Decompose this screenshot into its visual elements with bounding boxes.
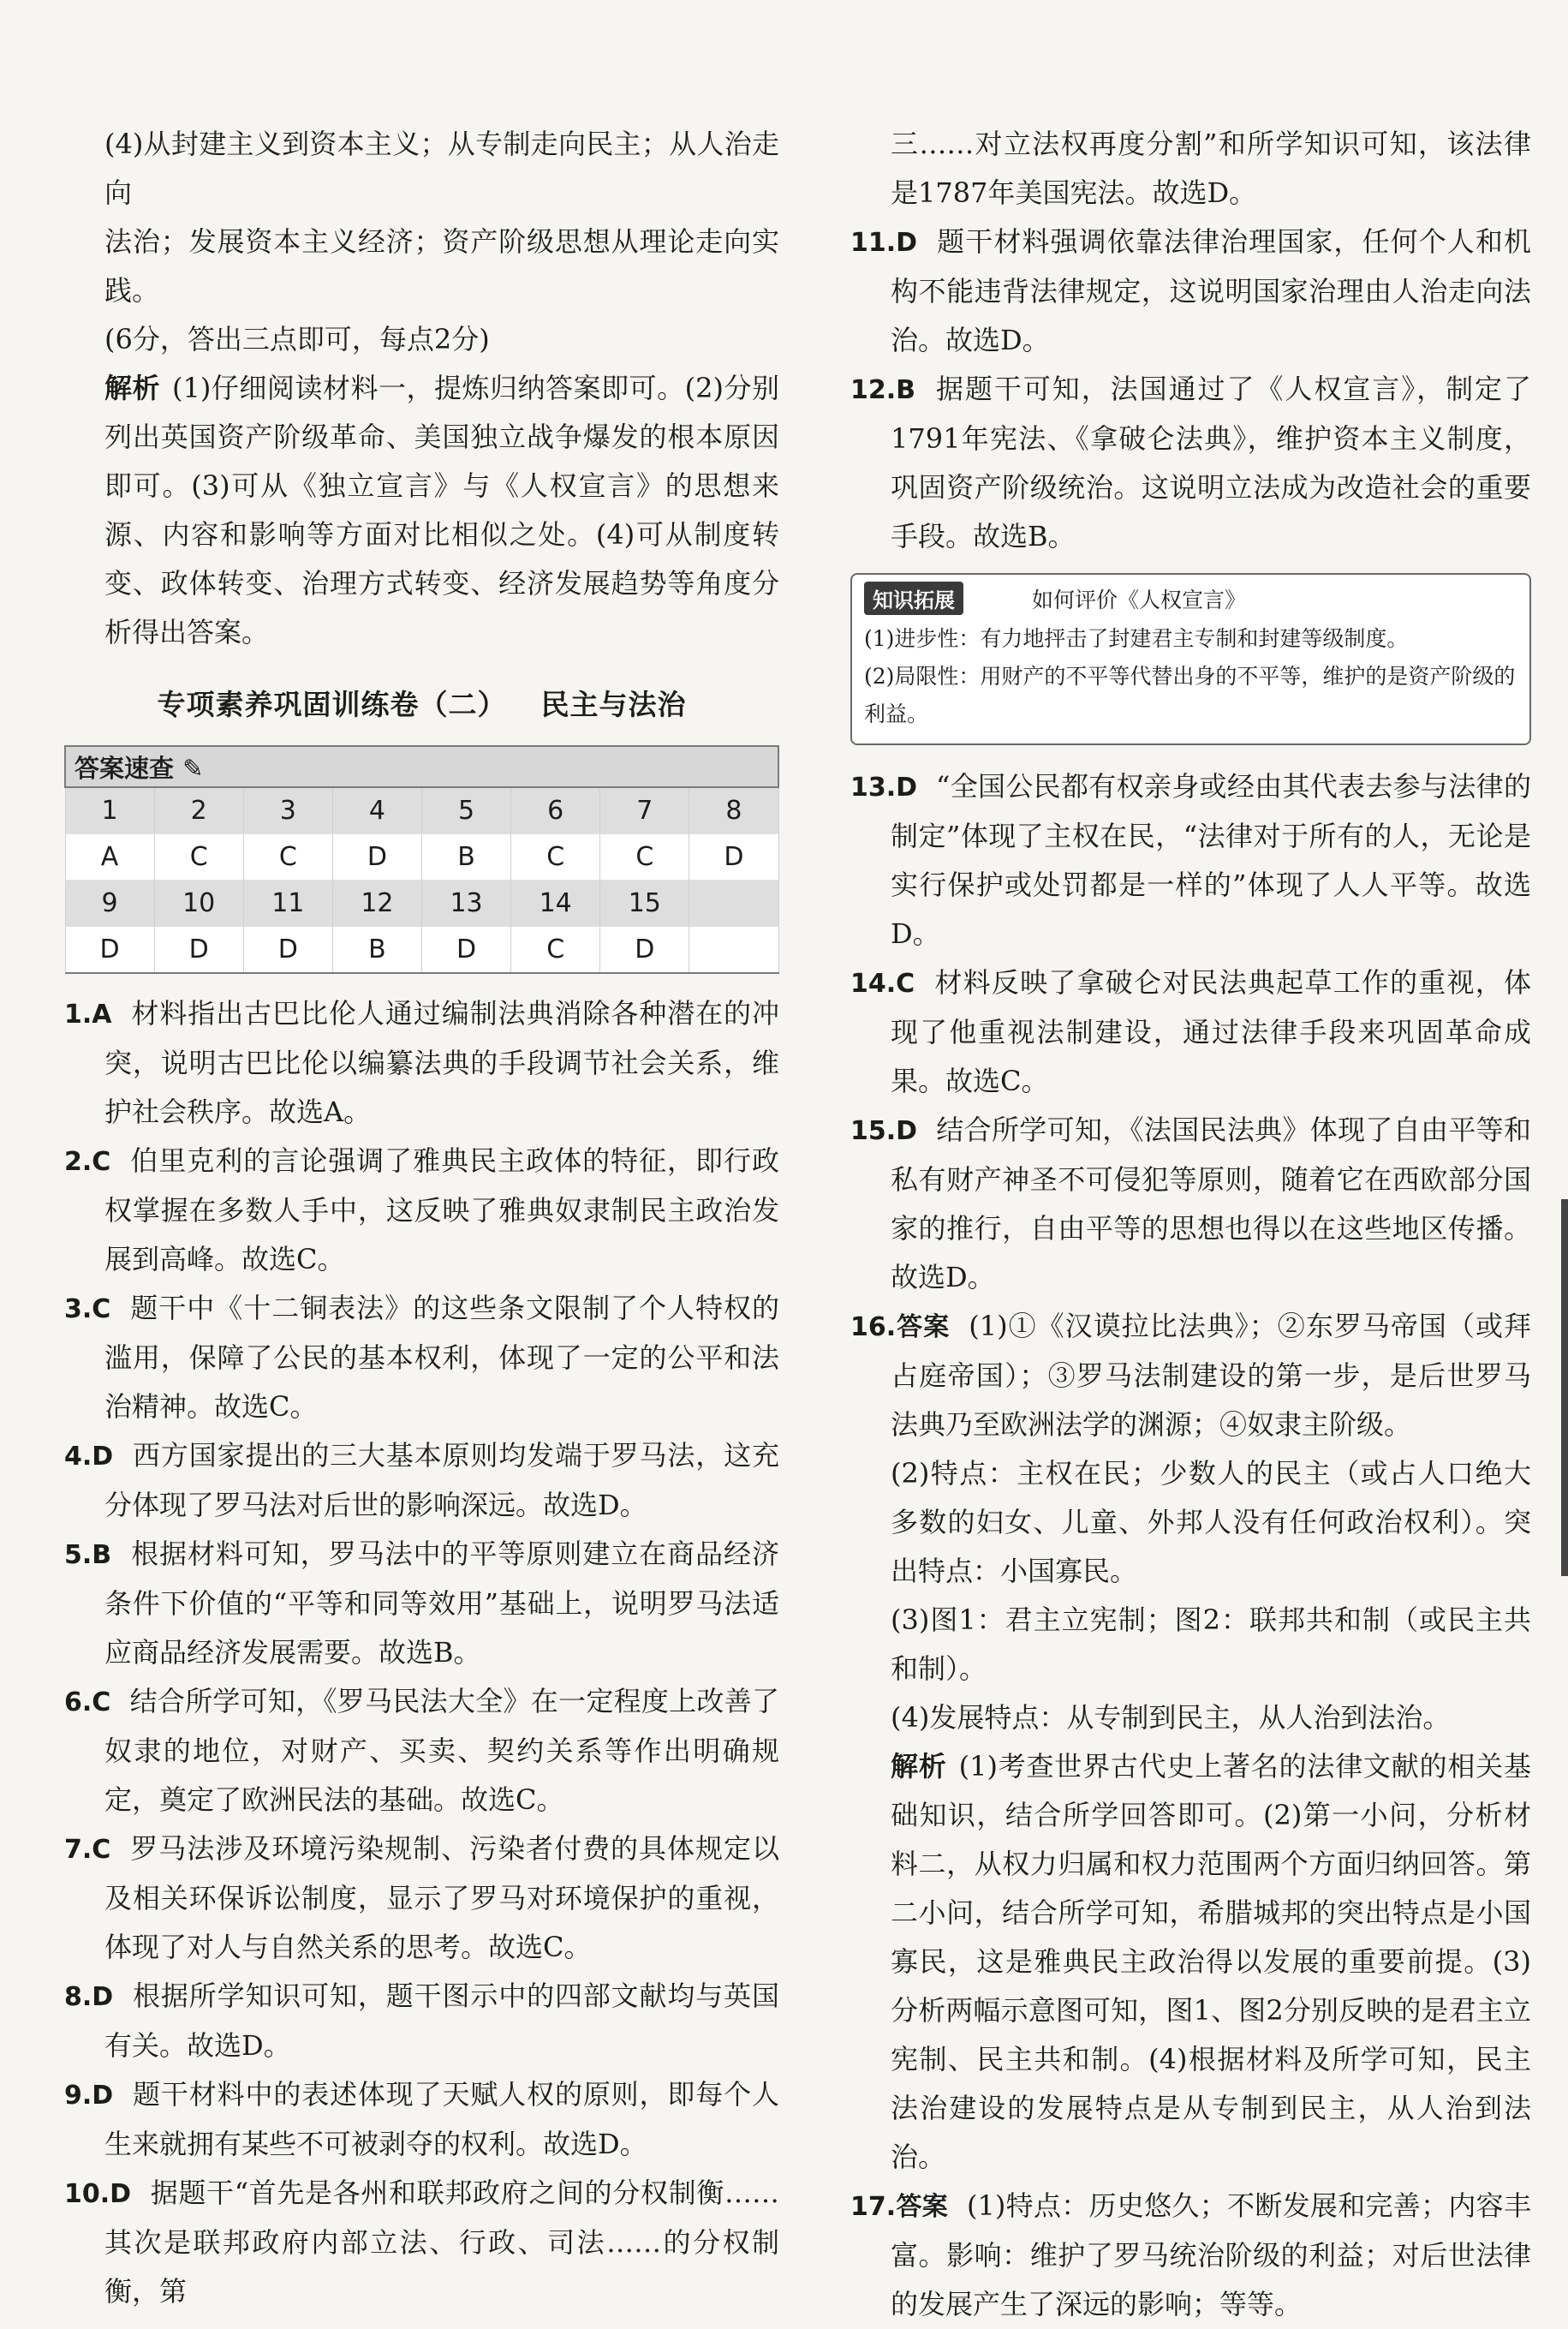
question-answer: 17.答案 (1)特点：历史悠久；不断发展和完善；内容丰富。影响：维护了罗马统治阶级的利益；对后世法律的发展产生了深远的影响；等等。	[850, 2189, 1531, 2320]
answer-table	[64, 745, 779, 974]
table-cell: B	[332, 927, 421, 974]
table-cell: D	[332, 834, 421, 881]
question-answer: 2.C 伯里克利的言论强调了雅典民主政体的特征，即行政权掌握在多数人手中，这反映了雅典奴隶制民主政治发展到高峰。故选C。	[64, 1144, 779, 1275]
table-cell: D	[243, 927, 332, 974]
answer-line: (6分，答出三点即可，每点2分)	[104, 323, 490, 355]
question-answer: 13.D “全国公民都有权亲身或经由其代表去参与法律的制定”体现了主权在民，“法律对于所有的人，无论是实行保护或处罚都是一样的”体现了人人平等。故选D。	[850, 770, 1531, 950]
question-answer: 1.A 材料指出古巴比伦人通过编制法典消除各种潜在的冲突，说明古巴比伦以编纂法典的手段调节社会关系，维护社会秩序。故选A。	[64, 997, 779, 1128]
answer-line: 法治；发展资本主义经济；资产阶级思想从理论走向实践。	[104, 225, 779, 307]
table-cell: 2	[154, 787, 243, 834]
section-title	[64, 683, 779, 723]
question-answer: 7.C 罗马法涉及环境污染规制、污染者付费的具体规定以及相关环保诉讼制度，显示了罗马对环境保护的重视，体现了对人与自然关系的思考。故选C。	[64, 1832, 779, 1963]
table-cell: 4	[332, 787, 421, 834]
table-cell	[689, 927, 778, 974]
table-cell: 8	[689, 787, 778, 834]
table-cell: D	[600, 927, 689, 974]
table-cell: 6	[511, 787, 600, 834]
right-column	[850, 120, 1531, 2329]
question-answer: 3.C 题干中《十二铜表法》的这些条文限制了个人特权的滥用，保障了公民的基本权利，体现了一定的公平和法治精神。故选C。	[64, 1292, 779, 1423]
knowledge-tag: 知识拓展	[864, 582, 963, 615]
table-cell: 9	[65, 881, 154, 927]
section-title-main: 专项素养巩固训练卷（二）	[157, 688, 507, 721]
knowledge-title: 如何评价《人权宣言》	[1032, 587, 1247, 612]
question-answer: 10.D 据题干“首先是各州和联邦政府之间的分权制衡……其次是联邦政府内部立法、行政、司法……的分权制衡，第	[64, 2177, 779, 2308]
question-answer: 9.D 题干材料中的表述体现了天赋人权的原则，即每个人生来就拥有某些不可被剥夺的权利。故选D。	[64, 2078, 779, 2160]
table-cell: C	[243, 834, 332, 881]
answer-part: (4)发展特点：从专制到民主，从人治到法治。	[891, 1701, 1451, 1734]
table-cell: B	[422, 834, 511, 881]
table-cell: C	[154, 834, 243, 881]
table-cell: 5	[422, 787, 511, 834]
analysis-label: 解析	[104, 372, 161, 404]
table-cell: 15	[600, 881, 689, 927]
question-answer: 4.D 西方国家提出的三大基本原则均发端于罗马法，这充分体现了罗马法对后世的影响深远。故选D。	[64, 1439, 779, 1521]
section-title-topic: 民主与法治	[540, 688, 687, 721]
table-cell: A	[65, 834, 154, 881]
table-cell: D	[65, 927, 154, 974]
table-cell: C	[511, 834, 600, 881]
question-answer: 14.C 材料反映了拿破仑对民法典起草工作的重视，体现了他重视法制建设，通过法律手段来巩固革命成果。故选C。	[850, 966, 1531, 1097]
table-row	[65, 927, 778, 974]
answer-part: (3)图1：君主立宪制；图2：联邦共和制（或民主共和制）。	[891, 1603, 1531, 1685]
table-cell: 3	[243, 787, 332, 834]
table-cell: 1	[65, 787, 154, 834]
table-row	[65, 881, 778, 927]
table-cell: D	[689, 834, 778, 881]
analysis-paragraph	[850, 1742, 1531, 2182]
table-cell: D	[154, 927, 243, 974]
answer-line: (4)从封建主义到资本主义；从专制走向民主；从人治走向	[104, 128, 779, 209]
answer-part: (2)特点：主权在民；少数人的民主（或占人口绝大多数的妇女、儿童、外邦人没有任何政治权利）。突出特点：小国寡民。	[891, 1457, 1531, 1587]
left-column	[64, 120, 779, 2316]
question-answer: 11.D 题干材料强调依靠法律治理国家，任何个人和机构不能违背法律规定，这说明国家治理由人治走向法治。故选D。	[850, 225, 1531, 356]
page-edge-marker	[1561, 1199, 1568, 1576]
continued-text: 三……对立法权再度分割”和所学知识可知，该法律是1787年美国宪法。故选D。	[891, 128, 1531, 209]
table-cell: 7	[600, 787, 689, 834]
table-cell	[689, 881, 778, 927]
analysis-text: (1)考查世界古代史上著名的法律文献的相关基础知识，结合所学回答即可。(2)第一小问，分析材料二，从权力归属和权力范围两个方面归纳回答。第二小问，结合所学可知，希腊城邦的突出特点是小国寡民，这是雅典民主政治得以发展的重要前提。(3)分析两幅示意图可知，图1、图2分别反映的是君主立宪制、民主共和制。(4)根据材料及所学可知，民主法治建设的发展特点是从专制到民主，从人治到法治。	[891, 1750, 1531, 2173]
table-row	[65, 787, 778, 834]
table-cell: 10	[154, 881, 243, 927]
table-cell: C	[511, 927, 600, 974]
table-cell: 12	[332, 881, 421, 927]
question-answer: 5.B 根据材料可知，罗马法中的平等原则建立在商品经济条件下价值的“平等和同等效用”基础上，说明罗马法适应商品经济发展需要。故选B。	[64, 1538, 779, 1669]
pencil-icon: ✎	[182, 753, 204, 783]
question-answer: 12.B 据题干可知，法国通过了《人权宣言》，制定了1791年宪法、《拿破仑法典》，维护资本主义制度，巩固资产阶级统治。这说明立法成为改造社会的重要手段。故选B。	[850, 373, 1531, 552]
analysis-text: (1)仔细阅读材料一，提炼归纳答案即可。(2)分别列出英国资产阶级革命、美国独立战争爆发的根本原因即可。(3)可从《独立宣言》与《人权宣言》的思想来源、内容和影响等方面对比相似之处。(4)可从制度转变、政体转变、治理方式转变、经济发展趋势等角度分析得出答案。	[104, 372, 779, 648]
question-answer: 15.D 结合所学可知，《法国民法典》体现了自由平等和私有财产神圣不可侵犯等原则，随着它在西欧部分国家的推行，自由平等的思想也得以在这些地区传播。故选D。	[850, 1114, 1531, 1293]
analysis-label: 解析	[891, 1750, 947, 1783]
knowledge-line: (2)局限性：用财产的不平等代替出身的不平等，维护的是资产阶级的利益。	[864, 664, 1516, 726]
question-answer: 8.D 根据所学知识可知，题干图示中的四部文献均与英国有关。故选D。	[64, 1980, 779, 2062]
knowledge-box	[850, 573, 1531, 745]
question-answer: 6.C 结合所学可知，《罗马民法大全》在一定程度上改善了奴隶的地位，对财产、买卖、契约关系等作出明确规定，奠定了欧洲民法的基础。故选C。	[64, 1685, 779, 1816]
analysis-paragraph	[64, 364, 779, 657]
table-cell: 11	[243, 881, 332, 927]
question-answer: 16.答案 (1)①《汉谟拉比法典》；②东罗马帝国（或拜占庭帝国）；③罗马法制建设的第一步，是后世罗马法典乃至欧洲法学的渊源；④奴隶主阶级。	[850, 1310, 1531, 1441]
table-cell: 13	[422, 881, 511, 927]
table-cell: 14	[511, 881, 600, 927]
table-row	[65, 834, 778, 881]
table-cell: C	[600, 834, 689, 881]
knowledge-line: (1)进步性：有力地抨击了封建君主专制和封建等级制度。	[864, 626, 1409, 651]
answer-table-header: 答案速查 ✎	[65, 746, 778, 787]
table-cell: D	[422, 927, 511, 974]
